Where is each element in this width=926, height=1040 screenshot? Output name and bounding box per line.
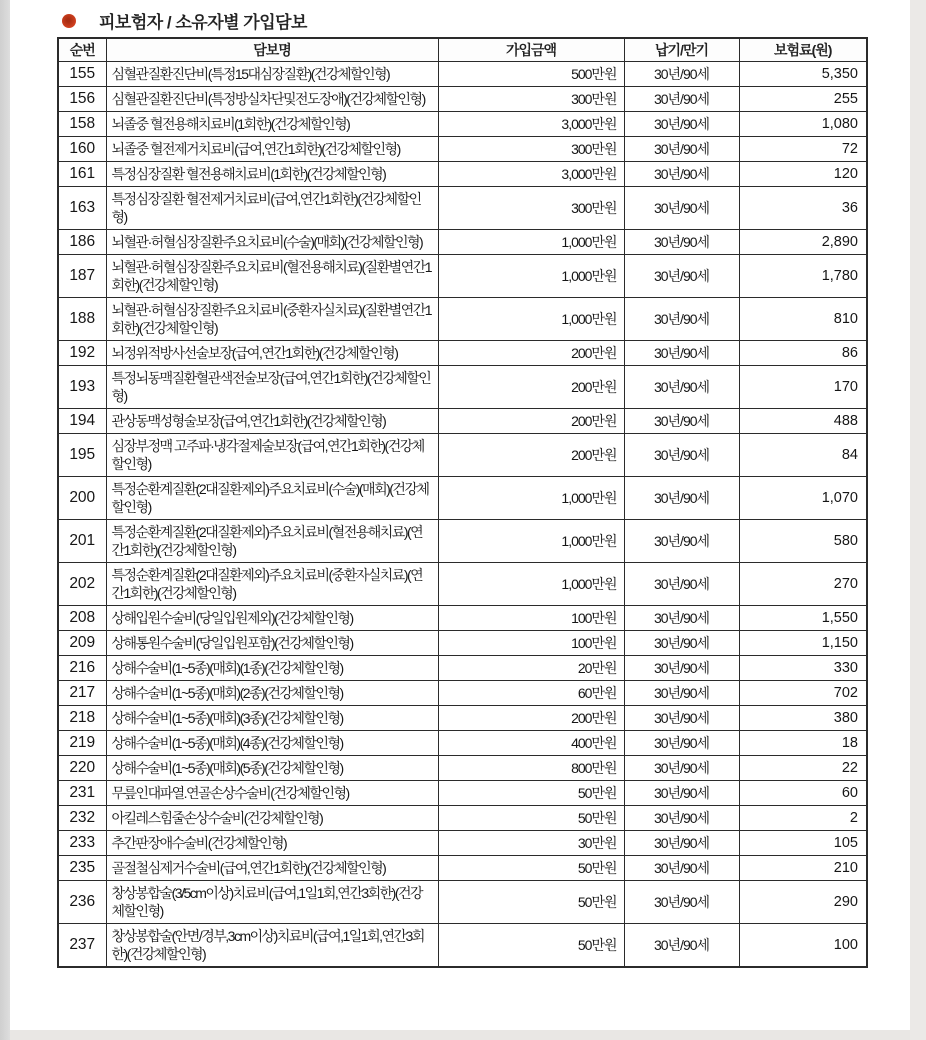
payment-term: 30년/90세: [624, 298, 739, 341]
coverage-name: 무릎인대파열.연골손상수술비(건강체할인형): [106, 781, 438, 806]
row-number: 192: [58, 341, 106, 366]
coverage-name: 심혈관질환진단비(특정15대심장질환)(건강체할인형): [106, 62, 438, 87]
payment-term: 30년/90세: [624, 137, 739, 162]
payment-term: 30년/90세: [624, 806, 739, 831]
premium-amount: 270: [739, 563, 867, 606]
row-number: 217: [58, 681, 106, 706]
row-number: 187: [58, 255, 106, 298]
coverage-name: 추간판장애수술비(건강체할인형): [106, 831, 438, 856]
section-title: 피보험자 / 소유자별 가입담보: [99, 13, 307, 32]
payment-term: 30년/90세: [624, 62, 739, 87]
premium-amount: 255: [739, 87, 867, 112]
table-row: [58, 230, 867, 255]
row-number: 186: [58, 230, 106, 255]
coverage-name: 특정순환계질환(2대질환제외)주요치료비(중환자실치료)(연간1회한)(건강체할인형): [106, 563, 438, 606]
row-number: 216: [58, 656, 106, 681]
row-number: 202: [58, 563, 106, 606]
coverage-name: 특정뇌동맥질환혈관색전술보장(급여,연간1회한)(건강체할인형): [106, 366, 438, 409]
premium-amount: 105: [739, 831, 867, 856]
coverage-amount: 50만원: [438, 881, 624, 924]
table-row: [58, 631, 867, 656]
coverage-name: 뇌졸중 혈전용해치료비(1회한)(건강체할인형): [106, 112, 438, 137]
premium-amount: 210: [739, 856, 867, 881]
coverage-amount: 200만원: [438, 341, 624, 366]
premium-amount: 1,780: [739, 255, 867, 298]
coverage-name: 뇌혈관·허혈심장질환주요치료비(중환자실치료)(질환별연간1회한)(건강체할인형): [106, 298, 438, 341]
coverage-amount: 200만원: [438, 366, 624, 409]
payment-term: 30년/90세: [624, 756, 739, 781]
payment-term: 30년/90세: [624, 162, 739, 187]
payment-term: 30년/90세: [624, 856, 739, 881]
coverage-amount: 200만원: [438, 434, 624, 477]
coverage-table-body: [58, 62, 867, 968]
row-number: 219: [58, 731, 106, 756]
coverage-amount: 1,000만원: [438, 230, 624, 255]
coverage-amount: 300만원: [438, 137, 624, 162]
premium-amount: 1,070: [739, 477, 867, 520]
payment-term: 30년/90세: [624, 631, 739, 656]
payment-term: 30년/90세: [624, 706, 739, 731]
premium-amount: 488: [739, 409, 867, 434]
coverage-amount: 100만원: [438, 606, 624, 631]
scan-edge-right: [910, 0, 926, 1040]
payment-term: 30년/90세: [624, 87, 739, 112]
coverage-name: 상해수술비(1~5종)(매회)(4종)(건강체할인형): [106, 731, 438, 756]
premium-amount: 170: [739, 366, 867, 409]
coverage-name: 창상봉합술(3/5cm이상)치료비(급여,1일1회,연간3회한)(건강체할인형): [106, 881, 438, 924]
coverage-amount: 500만원: [438, 62, 624, 87]
payment-term: 30년/90세: [624, 606, 739, 631]
premium-amount: 18: [739, 731, 867, 756]
table-row: [58, 606, 867, 631]
row-number: 195: [58, 434, 106, 477]
payment-term: 30년/90세: [624, 656, 739, 681]
table-row: [58, 881, 867, 924]
column-header-premium: 보험료(원): [739, 38, 867, 62]
table-row: [58, 924, 867, 968]
table-row: [58, 477, 867, 520]
premium-amount: 1,150: [739, 631, 867, 656]
premium-amount: 60: [739, 781, 867, 806]
premium-amount: 72: [739, 137, 867, 162]
coverage-amount: 1,000만원: [438, 520, 624, 563]
row-number: 231: [58, 781, 106, 806]
row-number: 237: [58, 924, 106, 968]
coverage-name: 관상동맥성형술보장(급여,연간1회한)(건강체할인형): [106, 409, 438, 434]
coverage-name: 뇌졸중 혈전제거치료비(급여,연간1회한)(건강체할인형): [106, 137, 438, 162]
table-header-row: [58, 38, 867, 62]
row-number: 194: [58, 409, 106, 434]
coverage-amount: 1,000만원: [438, 298, 624, 341]
premium-amount: 5,350: [739, 62, 867, 87]
payment-term: 30년/90세: [624, 881, 739, 924]
table-row: [58, 656, 867, 681]
coverage-amount: 300만원: [438, 187, 624, 230]
coverage-name: 창상봉합술(안면/경부,3cm이상)치료비(급여,1일1회,연간3회한)(건강체할인형): [106, 924, 438, 968]
coverage-amount: 3,000만원: [438, 162, 624, 187]
premium-amount: 330: [739, 656, 867, 681]
scan-edge-left: [0, 0, 10, 1040]
payment-term: 30년/90세: [624, 112, 739, 137]
payment-term: 30년/90세: [624, 520, 739, 563]
payment-term: 30년/90세: [624, 230, 739, 255]
coverage-amount: 60만원: [438, 681, 624, 706]
payment-term: 30년/90세: [624, 341, 739, 366]
payment-term: 30년/90세: [624, 434, 739, 477]
table-row: [58, 62, 867, 87]
section-header: [62, 8, 307, 33]
table-row: [58, 756, 867, 781]
coverage-amount: 1,000만원: [438, 477, 624, 520]
row-number: 156: [58, 87, 106, 112]
coverage-name: 특정심장질환 혈전용해치료비(1회한)(건강체할인형): [106, 162, 438, 187]
coverage-name: 심혈관질환진단비(특정방실차단및전도장애)(건강체할인형): [106, 87, 438, 112]
coverage-amount: 30만원: [438, 831, 624, 856]
premium-amount: 580: [739, 520, 867, 563]
row-number: 155: [58, 62, 106, 87]
row-number: 220: [58, 756, 106, 781]
premium-amount: 290: [739, 881, 867, 924]
table-row: [58, 831, 867, 856]
payment-term: 30년/90세: [624, 409, 739, 434]
table-row: [58, 434, 867, 477]
row-number: 236: [58, 881, 106, 924]
premium-amount: 120: [739, 162, 867, 187]
table-row: [58, 563, 867, 606]
column-header-term: 납기/만기: [624, 38, 739, 62]
premium-amount: 22: [739, 756, 867, 781]
payment-term: 30년/90세: [624, 477, 739, 520]
payment-term: 30년/90세: [624, 731, 739, 756]
table-row: [58, 112, 867, 137]
coverage-name: 상해수술비(1~5종)(매회)(2종)(건강체할인형): [106, 681, 438, 706]
row-number: 163: [58, 187, 106, 230]
table-row: [58, 806, 867, 831]
table-row: [58, 366, 867, 409]
payment-term: 30년/90세: [624, 187, 739, 230]
premium-amount: 702: [739, 681, 867, 706]
coverage-name: 상해수술비(1~5종)(매회)(5종)(건강체할인형): [106, 756, 438, 781]
row-number: 193: [58, 366, 106, 409]
table-row: [58, 856, 867, 881]
coverage-name: 심장부정맥 고주파·냉각절제술보장(급여,연간1회한)(건강체할인형): [106, 434, 438, 477]
premium-amount: 2,890: [739, 230, 867, 255]
row-number: 208: [58, 606, 106, 631]
coverage-name: 특정심장질환 혈전제거치료비(급여,연간1회한)(건강체할인형): [106, 187, 438, 230]
coverage-name: 상해수술비(1~5종)(매회)(3종)(건강체할인형): [106, 706, 438, 731]
scan-edge-bottom: [10, 1030, 910, 1040]
payment-term: 30년/90세: [624, 831, 739, 856]
premium-amount: 380: [739, 706, 867, 731]
row-number: 200: [58, 477, 106, 520]
row-number: 235: [58, 856, 106, 881]
coverage-amount: 50만원: [438, 781, 624, 806]
table-row: [58, 706, 867, 731]
coverage-name: 특정순환계질환(2대질환제외)주요치료비(혈전용해치료)(연간1회한)(건강체할인형): [106, 520, 438, 563]
payment-term: 30년/90세: [624, 781, 739, 806]
premium-amount: 2: [739, 806, 867, 831]
coverage-amount: 100만원: [438, 631, 624, 656]
coverage-amount: 50만원: [438, 924, 624, 968]
row-number: 218: [58, 706, 106, 731]
premium-amount: 1,550: [739, 606, 867, 631]
row-number: 209: [58, 631, 106, 656]
coverage-name: 상해수술비(1~5종)(매회)(1종)(건강체할인형): [106, 656, 438, 681]
table-row: [58, 87, 867, 112]
coverage-amount: 3,000만원: [438, 112, 624, 137]
coverage-amount: 1,000만원: [438, 255, 624, 298]
table-row: [58, 409, 867, 434]
coverage-amount: 50만원: [438, 856, 624, 881]
table-row: [58, 341, 867, 366]
payment-term: 30년/90세: [624, 681, 739, 706]
row-number: 158: [58, 112, 106, 137]
payment-term: 30년/90세: [624, 563, 739, 606]
table-row: [58, 731, 867, 756]
row-number: 201: [58, 520, 106, 563]
premium-amount: 100: [739, 924, 867, 968]
coverage-name: 특정순환계질환(2대질환제외)주요치료비(수술)(매회)(건강체할인형): [106, 477, 438, 520]
payment-term: 30년/90세: [624, 924, 739, 968]
bullet-icon: [62, 14, 76, 28]
premium-amount: 84: [739, 434, 867, 477]
premium-amount: 86: [739, 341, 867, 366]
column-header-coverage-name: 담보명: [106, 38, 438, 62]
table-row: [58, 255, 867, 298]
payment-term: 30년/90세: [624, 255, 739, 298]
coverage-amount: 200만원: [438, 706, 624, 731]
table-row: [58, 162, 867, 187]
column-header-no: 순번: [58, 38, 106, 62]
table-row: [58, 298, 867, 341]
table-row: [58, 137, 867, 162]
coverage-amount: 800만원: [438, 756, 624, 781]
premium-amount: 1,080: [739, 112, 867, 137]
coverage-amount: 20만원: [438, 656, 624, 681]
payment-term: 30년/90세: [624, 366, 739, 409]
row-number: 188: [58, 298, 106, 341]
coverage-amount: 400만원: [438, 731, 624, 756]
row-number: 233: [58, 831, 106, 856]
coverage-amount: 50만원: [438, 806, 624, 831]
coverage-amount: 200만원: [438, 409, 624, 434]
coverage-name: 뇌혈관·허혈심장질환주요치료비(수술)(매회)(건강체할인형): [106, 230, 438, 255]
coverage-name: 골절철심제거수술비(급여,연간1회한)(건강체할인형): [106, 856, 438, 881]
table-row: [58, 520, 867, 563]
row-number: 160: [58, 137, 106, 162]
row-number: 161: [58, 162, 106, 187]
coverage-amount: 1,000만원: [438, 563, 624, 606]
coverage-name: 뇌혈관·허혈심장질환주요치료비(혈전용해치료)(질환별연간1회한)(건강체할인형): [106, 255, 438, 298]
premium-amount: 810: [739, 298, 867, 341]
premium-amount: 36: [739, 187, 867, 230]
table-row: [58, 187, 867, 230]
coverage-table: [57, 37, 868, 968]
column-header-amount: 가입금액: [438, 38, 624, 62]
coverage-name: 뇌정위적방사선술보장(급여,연간1회한)(건강체할인형): [106, 341, 438, 366]
table-row: [58, 781, 867, 806]
coverage-amount: 300만원: [438, 87, 624, 112]
coverage-name: 상해입원수술비(당일입원제외)(건강체할인형): [106, 606, 438, 631]
coverage-name: 상해통원수술비(당일입원포함)(건강체할인형): [106, 631, 438, 656]
table-row: [58, 681, 867, 706]
row-number: 232: [58, 806, 106, 831]
coverage-name: 아킬레스힘줄손상수술비(건강체할인형): [106, 806, 438, 831]
